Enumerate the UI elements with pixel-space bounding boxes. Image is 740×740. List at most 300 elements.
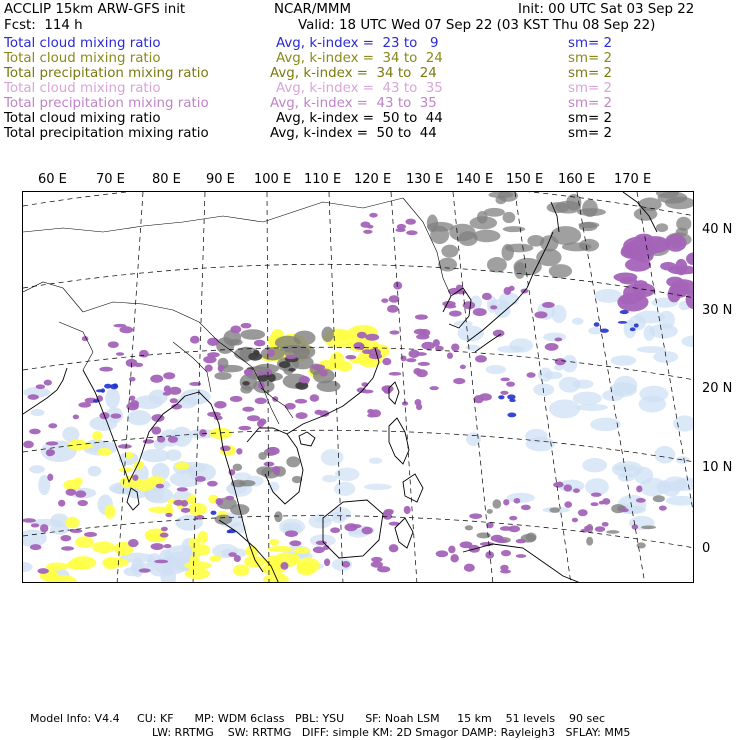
- purple-field: [450, 554, 459, 562]
- gray-field: [579, 222, 597, 231]
- purple-field: [415, 314, 428, 319]
- purple-field: [169, 387, 182, 395]
- purple-field: [572, 518, 578, 523]
- purple-field: [421, 342, 435, 350]
- field-name: Total cloud mixing ratio: [4, 111, 161, 126]
- purple-field: [139, 350, 149, 358]
- field-range: Avg, k-index = 50 to 44: [276, 111, 443, 126]
- purple-field: [319, 370, 327, 377]
- purple-field: [367, 225, 374, 229]
- purple-field: [30, 544, 42, 550]
- purple-field: [389, 544, 399, 552]
- purple-field: [342, 561, 350, 568]
- light-blue-field: [124, 567, 141, 576]
- light-blue-field: [321, 449, 344, 466]
- purple-field: [48, 423, 57, 428]
- field-range: Avg, k-index = 50 to 44: [270, 126, 437, 141]
- yellow-field: [296, 562, 316, 575]
- purple-field: [416, 352, 427, 356]
- purple-field: [168, 436, 178, 443]
- purple-field: [78, 402, 91, 407]
- gray-field: [547, 202, 570, 213]
- purple-field: [545, 343, 559, 351]
- blue-field: [101, 388, 105, 392]
- light-blue-field: [88, 466, 101, 477]
- forecast-map: [23, 192, 694, 583]
- purple-field: [367, 409, 374, 414]
- light-blue-field: [105, 388, 120, 408]
- purple-field: [640, 236, 670, 253]
- purple-field: [289, 540, 301, 546]
- light-blue-field: [639, 396, 667, 413]
- model-info-line1: Model Info: V4.4 CU: KF MP: WDM 6class PBL: YSU SF: Noah LSM 15 km 51 levels 90 sec: [30, 712, 606, 725]
- gray-field: [317, 380, 341, 392]
- purple-field: [675, 259, 687, 275]
- purple-field: [464, 564, 475, 572]
- longitude-label: 120 E: [354, 172, 392, 187]
- purple-field: [244, 369, 254, 376]
- purple-field: [414, 329, 427, 335]
- purple-field: [381, 385, 393, 392]
- yellow-field: [66, 517, 80, 529]
- yellow-field: [209, 555, 221, 561]
- purple-field: [602, 522, 609, 527]
- purple-field: [128, 539, 139, 547]
- gray-field: [293, 331, 315, 346]
- blue-field: [507, 412, 516, 417]
- purple-field: [280, 562, 288, 570]
- purple-field: [371, 561, 383, 567]
- latitude-label: 30 N: [702, 303, 733, 318]
- purple-field: [503, 499, 509, 505]
- light-blue-field: [549, 399, 580, 418]
- purple-field: [118, 444, 132, 449]
- purple-field: [242, 407, 254, 412]
- yellow-field: [337, 361, 353, 372]
- longitude-label: 130 E: [406, 172, 444, 187]
- purple-field: [469, 513, 482, 519]
- purple-field: [636, 486, 642, 493]
- yellow-field: [66, 560, 87, 570]
- longitude-label: 60 E: [38, 172, 67, 187]
- field-range: Avg, k-index = 43 to 35: [276, 81, 443, 96]
- yellow-field: [188, 503, 207, 516]
- purple-field: [129, 377, 136, 382]
- latitude-label: 20 N: [702, 381, 733, 396]
- latitude-label: 10 N: [702, 460, 733, 475]
- purple-field: [500, 565, 509, 571]
- purple-field: [429, 386, 438, 390]
- yellow-field: [269, 539, 279, 545]
- dark-gray-field: [279, 361, 291, 368]
- purple-field: [241, 323, 252, 329]
- gray-field: [470, 216, 498, 229]
- purple-field: [65, 489, 76, 496]
- purple-field: [620, 508, 628, 512]
- light-blue-field: [268, 482, 279, 492]
- blue-field: [498, 395, 504, 399]
- blue-field: [618, 321, 627, 324]
- purple-field: [473, 308, 487, 316]
- light-blue-field: [582, 458, 607, 472]
- purple-field: [500, 526, 512, 531]
- purple-field: [324, 558, 330, 566]
- purple-field: [553, 482, 564, 488]
- purple-field: [44, 380, 52, 386]
- gray-field: [240, 329, 265, 340]
- light-blue-field: [635, 311, 665, 324]
- purple-field: [573, 488, 580, 493]
- init-time: Init: 00 UTC Sat 03 Sep 22: [518, 2, 695, 17]
- purple-field: [110, 413, 121, 418]
- yellow-field: [75, 536, 94, 548]
- yellow-field: [185, 568, 211, 579]
- field-smooth: sm= 2: [568, 111, 613, 126]
- purple-field: [264, 462, 275, 467]
- yellow-field: [267, 546, 292, 552]
- purple-field: [479, 393, 492, 401]
- gray-field: [487, 509, 493, 514]
- purple-field: [602, 498, 610, 505]
- light-blue-field: [533, 383, 554, 396]
- purple-field: [173, 500, 183, 506]
- blue-field: [507, 394, 515, 399]
- gray-field: [214, 372, 231, 380]
- purple-field: [37, 568, 49, 574]
- purple-field: [247, 415, 260, 421]
- gray-field: [676, 217, 691, 231]
- purple-field: [542, 302, 555, 308]
- purple-field: [285, 403, 296, 410]
- gray-field: [458, 231, 477, 246]
- light-blue-field: [649, 324, 678, 339]
- purple-field: [203, 356, 216, 363]
- purple-field: [416, 334, 429, 339]
- purple-field: [254, 340, 266, 347]
- light-blue-field: [29, 465, 45, 473]
- gray-field: [487, 257, 507, 273]
- purple-field: [636, 498, 646, 503]
- gray-field: [656, 223, 668, 232]
- purple-field: [265, 369, 272, 375]
- blue-field: [634, 323, 639, 327]
- purple-field: [365, 334, 379, 341]
- purple-field: [99, 367, 113, 372]
- yellow-field: [335, 331, 350, 340]
- light-blue-field: [676, 456, 690, 464]
- longitude-label: 160 E: [558, 172, 596, 187]
- purple-field: [156, 484, 164, 489]
- light-blue-field: [573, 392, 602, 405]
- gray-field: [586, 537, 593, 546]
- purple-field: [564, 484, 572, 491]
- light-blue-field: [673, 415, 694, 431]
- purple-field: [165, 513, 172, 517]
- light-blue-field: [335, 468, 360, 481]
- purple-field: [362, 527, 373, 535]
- purple-field: [451, 344, 459, 352]
- purple-field: [578, 509, 588, 516]
- purple-field: [389, 295, 400, 302]
- gray-field: [582, 199, 598, 217]
- gray-field: [549, 264, 572, 278]
- purple-field: [310, 394, 320, 401]
- light-blue-field: [657, 481, 672, 494]
- blue-field: [630, 327, 636, 331]
- purple-field: [633, 283, 655, 297]
- longitude-label: 140 E: [456, 172, 494, 187]
- purple-field: [36, 384, 45, 389]
- yellow-field: [184, 561, 212, 569]
- light-blue-field: [576, 404, 608, 411]
- yellow-field: [103, 557, 119, 569]
- purple-field: [534, 311, 547, 318]
- purple-field: [46, 441, 59, 445]
- light-blue-field: [666, 496, 694, 506]
- purple-field: [313, 547, 325, 554]
- purple-field: [163, 372, 175, 379]
- purple-field: [401, 355, 407, 361]
- purple-field: [384, 509, 394, 514]
- purple-field: [500, 378, 509, 382]
- purple-field: [255, 398, 267, 404]
- purple-field: [23, 441, 34, 449]
- purple-field: [257, 372, 265, 376]
- gray-field: [484, 208, 505, 217]
- purple-field: [129, 396, 135, 401]
- dark-gray-field: [288, 368, 295, 372]
- purple-field: [564, 501, 572, 508]
- light-blue-field: [544, 372, 563, 380]
- field-name: Total cloud mixing ratio: [4, 81, 161, 96]
- longitude-label: 110 E: [304, 172, 342, 187]
- purple-field: [351, 524, 362, 528]
- purple-field: [448, 546, 455, 554]
- purple-field: [225, 496, 234, 500]
- purple-field: [126, 403, 138, 411]
- purple-field: [362, 349, 372, 354]
- purple-field: [60, 535, 71, 541]
- yellow-field: [98, 448, 112, 456]
- model-info-line2: LW: RRTMG SW: RRTMG DIFF: simple KM: 2D Smagor DAMP: Rayleigh3 SFLAY: MM5: [152, 726, 631, 739]
- blue-field: [594, 322, 600, 327]
- gray-field: [549, 507, 560, 512]
- purple-field: [406, 358, 416, 362]
- purple-field: [509, 516, 517, 521]
- field-smooth: sm= 2: [568, 126, 613, 141]
- purple-field: [47, 474, 53, 481]
- purple-field: [170, 398, 178, 403]
- purple-field: [345, 355, 356, 359]
- purple-field: [58, 500, 65, 507]
- purple-field: [218, 364, 224, 372]
- field-range: Avg, k-index = 34 to 24: [270, 66, 437, 81]
- yellow-field: [46, 563, 68, 571]
- longitude-label: 150 E: [506, 172, 544, 187]
- blue-field: [509, 399, 515, 402]
- yellow-field: [233, 565, 249, 577]
- purple-field: [521, 505, 531, 511]
- purple-field: [632, 524, 639, 529]
- yellow-field: [119, 467, 133, 472]
- purple-field: [75, 490, 86, 497]
- blue-field: [211, 511, 217, 515]
- light-blue-field: [637, 346, 667, 353]
- purple-field: [164, 544, 172, 548]
- purple-field: [506, 381, 515, 386]
- field-smooth: sm= 2: [568, 66, 613, 81]
- light-blue-field: [653, 351, 678, 363]
- field-name: Total precipitation mixing ratio: [4, 66, 209, 81]
- purple-field: [108, 341, 119, 348]
- purple-field: [418, 362, 430, 366]
- light-blue-field: [509, 338, 533, 352]
- purple-field: [113, 324, 126, 328]
- map-panel: [22, 191, 694, 583]
- purple-field: [199, 429, 206, 436]
- gray-field: [427, 222, 454, 232]
- purple-field: [220, 446, 230, 452]
- purple-field: [116, 352, 124, 356]
- longitude-label: 70 E: [96, 172, 125, 187]
- purple-field: [47, 449, 55, 456]
- purple-field: [296, 412, 308, 419]
- light-blue-field: [572, 318, 583, 325]
- purple-field: [132, 475, 138, 481]
- purple-field: [359, 344, 365, 351]
- yellow-field: [105, 505, 116, 519]
- gray-field: [527, 235, 544, 247]
- field-name: Total cloud mixing ratio: [4, 36, 161, 51]
- purple-field: [516, 539, 526, 544]
- gray-field: [514, 262, 525, 279]
- gray-field: [465, 525, 473, 530]
- purple-field: [214, 401, 226, 409]
- blue-field: [110, 384, 118, 389]
- purple-field: [620, 277, 638, 284]
- blue-field: [227, 530, 231, 533]
- gray-field: [286, 456, 300, 467]
- yellow-field: [92, 541, 115, 553]
- latitude-label: 40 N: [702, 222, 733, 237]
- purple-field: [31, 523, 39, 527]
- purple-field: [555, 358, 566, 365]
- purple-field: [404, 506, 411, 514]
- longitude-label: 80 E: [152, 172, 181, 187]
- field-smooth: sm= 2: [568, 51, 613, 66]
- purple-field: [299, 376, 310, 383]
- purple-field: [514, 498, 521, 504]
- purple-field: [460, 541, 473, 548]
- purple-field: [449, 311, 462, 317]
- purple-field: [258, 418, 266, 425]
- light-blue-field: [573, 379, 594, 388]
- center-label: NCAR/MMM: [274, 2, 352, 17]
- purple-field: [447, 352, 453, 359]
- purple-field: [453, 378, 465, 384]
- purple-field: [154, 560, 168, 564]
- field-name: Total cloud mixing ratio: [4, 51, 161, 66]
- purple-field: [216, 498, 224, 505]
- field-range: Avg, k-index = 43 to 35: [270, 96, 437, 111]
- purple-field: [495, 539, 508, 543]
- gray-field: [657, 192, 687, 204]
- gray-field: [638, 198, 661, 212]
- purple-field: [405, 219, 416, 225]
- purple-field: [389, 372, 401, 376]
- purple-field: [134, 363, 143, 367]
- yellow-field: [293, 548, 310, 554]
- purple-field: [238, 426, 251, 431]
- purple-field: [395, 228, 405, 232]
- purple-field: [230, 326, 241, 334]
- purple-field: [230, 396, 243, 402]
- purple-field: [272, 466, 280, 474]
- purple-field: [207, 338, 219, 346]
- purple-field: [413, 368, 421, 375]
- light-blue-field: [334, 482, 355, 496]
- light-blue-field: [486, 365, 507, 374]
- gray-field: [637, 542, 646, 548]
- purple-field: [436, 550, 448, 557]
- blue-field: [620, 310, 629, 314]
- purple-field: [267, 349, 274, 357]
- purple-field: [177, 487, 188, 491]
- field-smooth: sm= 2: [568, 96, 613, 111]
- light-blue-field: [127, 410, 151, 425]
- purple-field: [139, 568, 151, 572]
- gray-field: [653, 495, 665, 502]
- light-blue-field: [141, 449, 170, 462]
- valid-time: Valid: 18 UTC Wed 07 Sep 22 (03 KST Thu 08 Sep 22): [298, 18, 656, 33]
- light-blue-field: [611, 355, 637, 365]
- purple-field: [61, 546, 74, 550]
- gray-field: [441, 245, 458, 258]
- field-range: Avg, k-index = 23 to 9: [276, 36, 439, 51]
- purple-field: [286, 355, 297, 359]
- yellow-field: [175, 462, 190, 470]
- purple-field: [406, 230, 418, 235]
- purple-field: [160, 533, 169, 538]
- purple-field: [526, 372, 535, 377]
- gray-field: [606, 530, 619, 534]
- purple-field: [312, 364, 325, 370]
- purple-field: [40, 524, 48, 532]
- purple-field: [387, 305, 398, 313]
- purple-field: [595, 526, 606, 532]
- purple-field: [500, 391, 508, 395]
- gray-field: [477, 532, 491, 538]
- purple-field: [28, 394, 39, 400]
- longitude-label: 100 E: [254, 172, 292, 187]
- purple-field: [143, 439, 154, 443]
- yellow-field: [244, 556, 266, 567]
- light-blue-field: [364, 484, 392, 490]
- purple-field: [659, 506, 667, 511]
- purple-field: [190, 336, 200, 344]
- purple-field: [181, 508, 190, 513]
- purple-field: [555, 338, 563, 342]
- field-smooth: sm= 2: [568, 81, 613, 96]
- purple-field: [382, 358, 391, 365]
- purple-field: [84, 532, 97, 537]
- light-blue-field: [369, 458, 382, 464]
- purple-field: [509, 286, 515, 291]
- light-blue-field: [543, 332, 566, 341]
- blue-field: [600, 329, 609, 333]
- purple-field: [393, 282, 402, 290]
- light-blue-field: [23, 562, 32, 572]
